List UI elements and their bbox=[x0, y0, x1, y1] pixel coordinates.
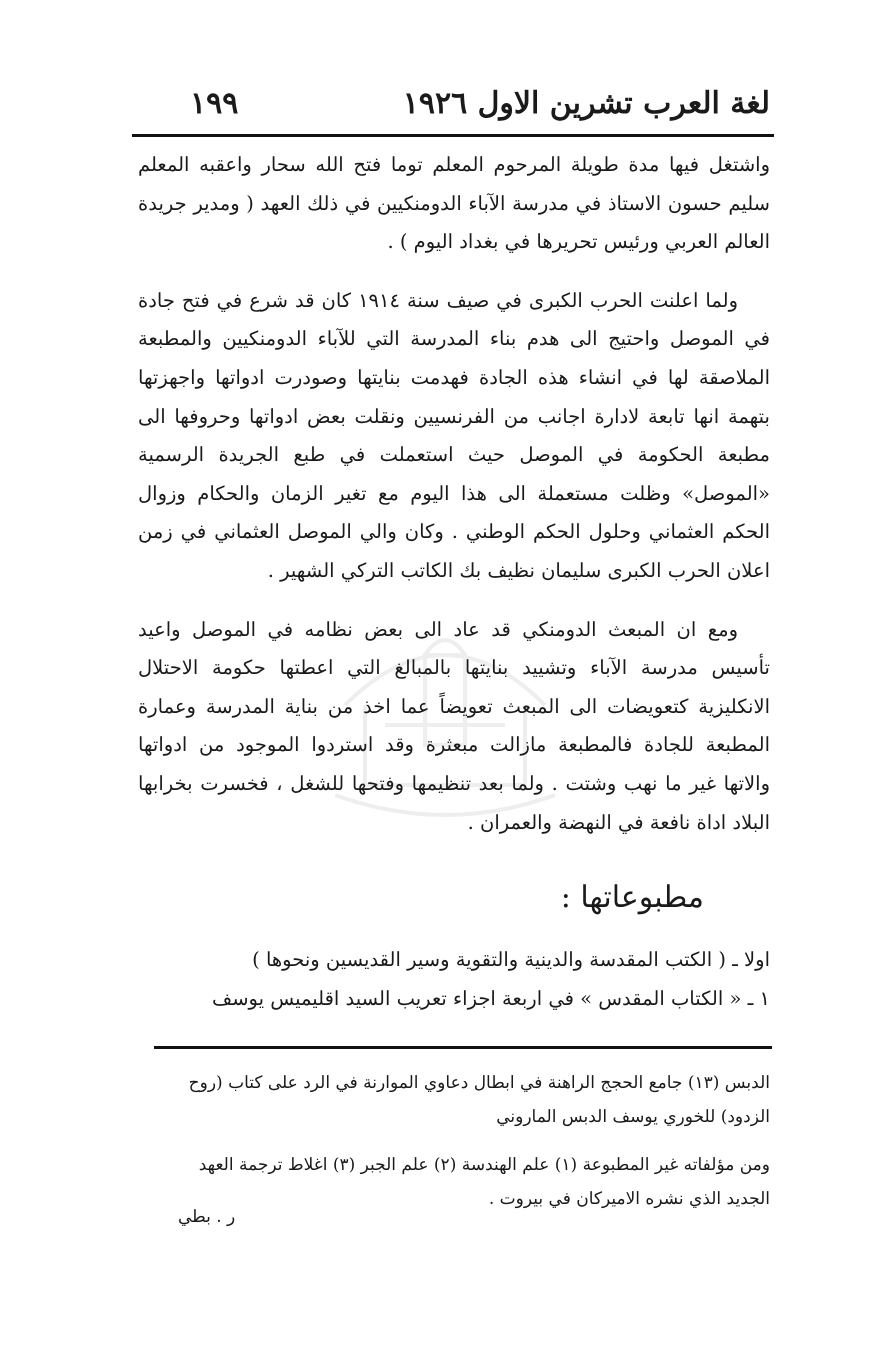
paragraph: واشتغل فيها مدة طويلة المرحوم المعلم توما فتح الله سحار واعقبه المعلم سليم حسون الاستاذ في مدرسة الآباء الدومنكيين في ذلك العهد ( ومدير جريدة العالم العربي ورئيس تحريرها في بغداد اليوم ) . bbox=[138, 153, 770, 254]
page-number: ١٩٩ bbox=[190, 86, 239, 121]
publications-list bbox=[138, 940, 770, 1018]
running-title: لغة العرب تشرين الاول ١٩٢٦ bbox=[402, 86, 770, 121]
list-item: ١ ـ « الكتاب المقدس » في اربعة اجزاء تعريب السيد اقليميس يوسف bbox=[212, 987, 770, 1010]
footnotes bbox=[150, 1066, 770, 1216]
header-rule bbox=[132, 134, 774, 137]
footnote: ومن مؤلفاته غير المطبوعة (١) علم الهندسة (٢) علم الجبر (٣) اغلاط ترجمة العهد الجديد الذي نشره الاميركان في بيروت . bbox=[198, 1155, 770, 1209]
footnote-rule bbox=[154, 1046, 772, 1049]
body-text bbox=[138, 146, 770, 842]
section-heading: مطبوعاتها : bbox=[560, 880, 704, 915]
paragraph: ولما اعلنت الحرب الكبرى في صيف سنة ١٩١٤ كان قد شرع في فتح جادة في الموصل واحتيج الى هدم بناء المدرسة التي للآباء الدومنكيين والمطبعة الملاصقة لها في انشاء هذه الجادة فهدمت بنايتها وصودرت ادواتها واجهزتها بتهمة انها تابعة لادارة اجانب من الفرنسيين ونقلت بعض ادواتها وحروفها الى مطبعة الحكومة في الموصل حيث استعملت في طبع الجريدة الرسمية «الموصل» وظلت مستعملة الى هذا اليوم مع تغير الزمان والحكام وزوال الحكم العثماني وحلول الحكم الوطني . وكان والي الموصل العثماني في زمن اعلان الحرب الكبرى سليمان نظيف بك الكاتب التركي الشهير . bbox=[138, 288, 770, 582]
page-header bbox=[150, 78, 770, 128]
author-signature: ر . بطي bbox=[178, 1207, 236, 1227]
footnote: الدبس (١٣) جامع الحجج الراهنة في ابطال دعاوي الموارنة في الرد على كتاب (روح الزدود) للخوري يوسف الدبس الماروني bbox=[188, 1073, 770, 1127]
list-item: اولا ـ ( الكتب المقدسة والدينية والتقوية وسير القديسين ونحوها ) bbox=[252, 948, 770, 971]
paragraph: ومع ان المبعث الدومنكي قد عاد الى بعض نظامه في الموصل واعيد تأسيس مدرسة الآباء وتشييد بنايتها بالمبالغ التي اعطتها حكومة الاحتلال الانكليزية كتعويضات الى المبعث تعويضاً عما اخذ من بناية المدرسة وعمارة المطبعة للجادة فالمطبعة مازالت مبعثرة وقد استردوا الموجود من ادواتها والاتها غير ما نهب وشتت . ولما بعد تنظيمها وفتحها للشغل ، فخسرت بخرابها البلاد اداة نافعة في النهضة والعمران . bbox=[138, 617, 770, 834]
